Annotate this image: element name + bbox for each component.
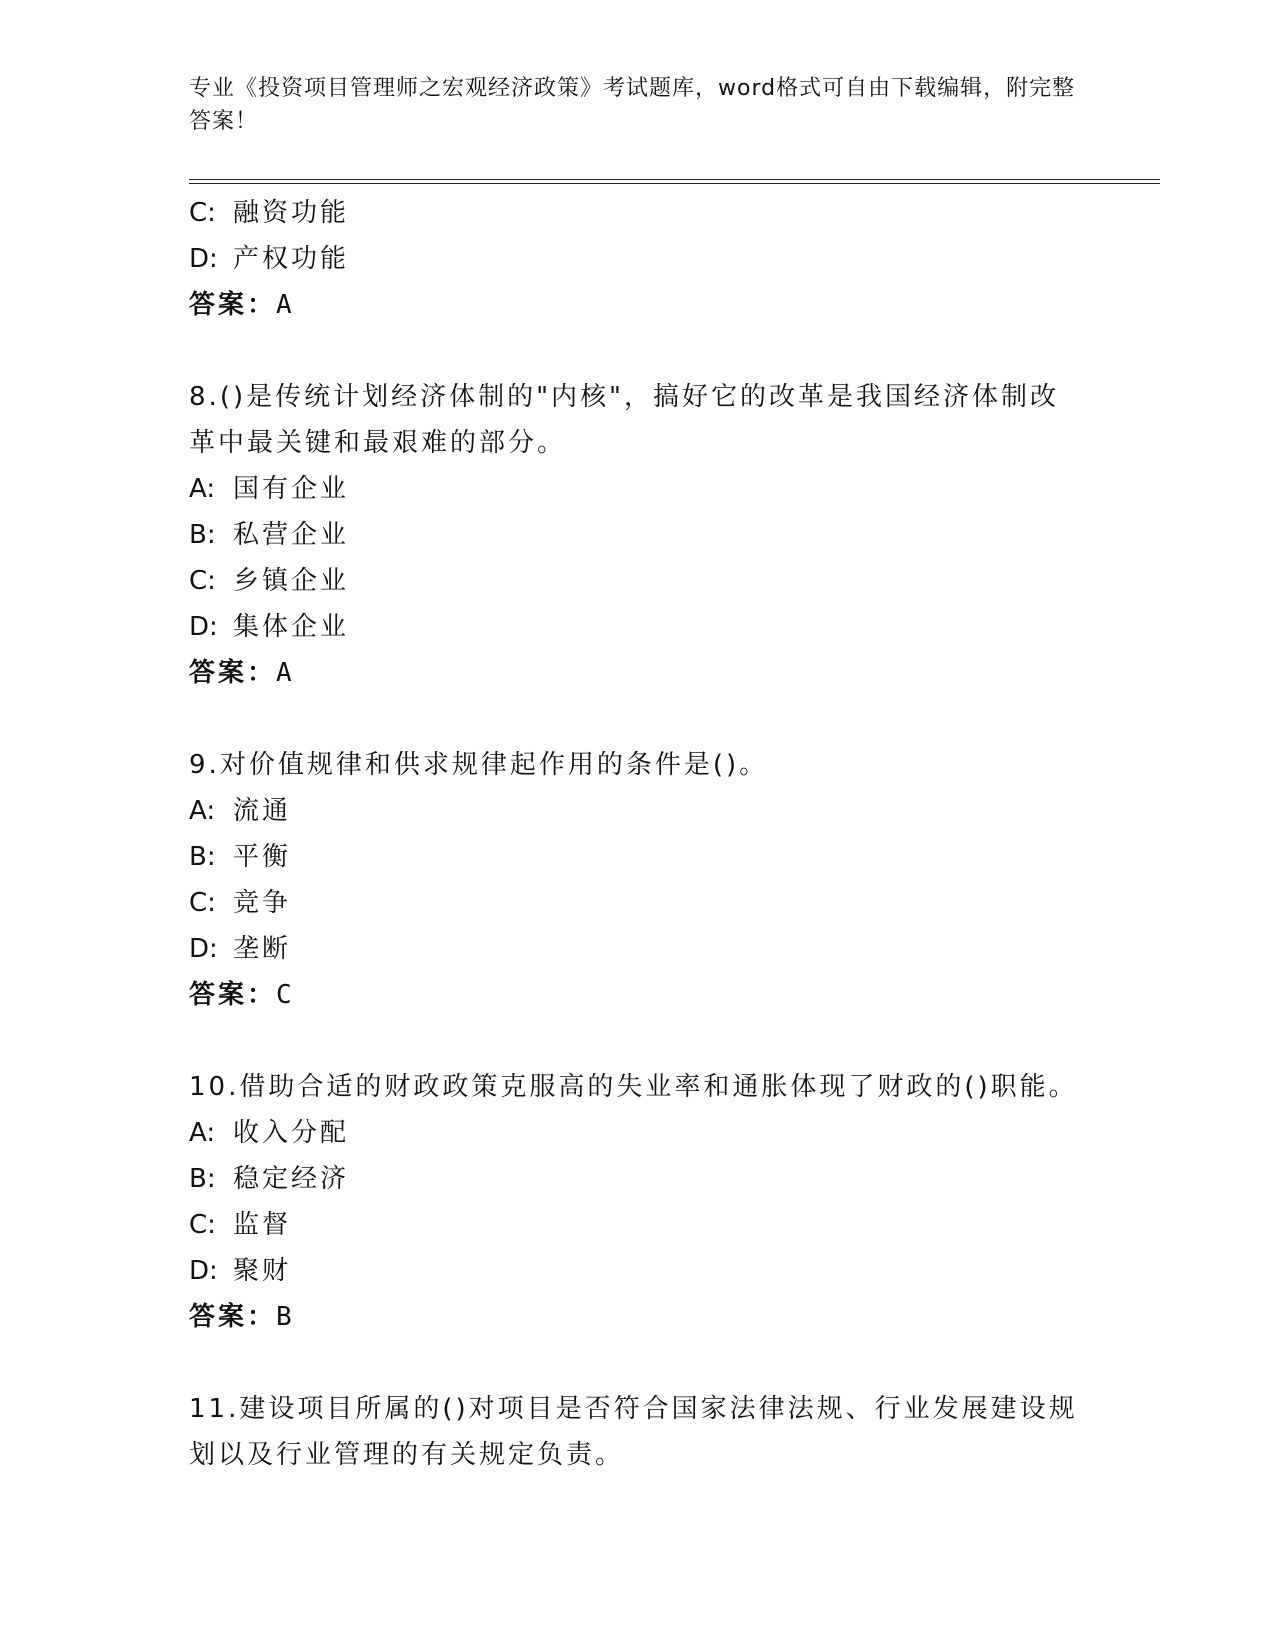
spacer	[189, 328, 1089, 374]
option-c	[189, 190, 1089, 236]
option-a	[189, 1110, 1089, 1156]
option-text: 监督	[233, 1210, 292, 1240]
question-11	[189, 1386, 1089, 1478]
option-text: 流通	[233, 796, 292, 826]
option-d	[189, 604, 1089, 650]
option-a	[189, 788, 1089, 834]
question-9	[189, 742, 1089, 1018]
spacer	[189, 1340, 1089, 1386]
answer-line	[189, 1294, 1089, 1340]
option-letter: A:	[189, 1118, 216, 1148]
answer-label: 答案：	[189, 1302, 277, 1332]
option-letter: D:	[189, 244, 218, 274]
option-d	[189, 1248, 1089, 1294]
question-stem-line	[189, 374, 1089, 420]
option-text: 垄断	[233, 934, 292, 964]
option-letter: D:	[189, 934, 218, 964]
answer-label: 答案：	[189, 980, 277, 1010]
question-10	[189, 1064, 1089, 1340]
option-letter: C:	[189, 198, 216, 228]
option-d	[189, 236, 1089, 282]
question-stem-line	[189, 420, 1089, 466]
question-7-continuation	[189, 190, 1089, 328]
question-stem-line	[189, 1386, 1089, 1432]
answer-label: 答案：	[189, 658, 277, 688]
option-letter: C:	[189, 566, 216, 596]
question-number: 11.	[189, 1394, 240, 1424]
question-text: 建设项目所属的()对项目是否符合国家法律法规、行业发展建设规	[239, 1394, 1078, 1424]
answer-value: B	[276, 1302, 295, 1332]
option-letter: D:	[189, 1256, 218, 1286]
option-letter: A:	[189, 474, 216, 504]
spacer	[189, 696, 1089, 742]
option-letter: D:	[189, 612, 218, 642]
question-stem-line	[189, 1064, 1089, 1110]
answer-value: A	[276, 658, 295, 688]
option-c	[189, 880, 1089, 926]
answer-value: C	[276, 980, 295, 1010]
question-text: 对价值规律和供求规律起作用的条件是()。	[219, 750, 769, 780]
option-letter: B:	[189, 1164, 216, 1194]
question-stem-line	[189, 1432, 1089, 1478]
option-b	[189, 1156, 1089, 1202]
question-number: 8.	[189, 382, 220, 412]
answer-line	[189, 282, 1089, 328]
spacer	[189, 1018, 1089, 1064]
answer-label: 答案：	[189, 290, 277, 320]
question-number: 10.	[189, 1072, 240, 1102]
option-b	[189, 834, 1089, 880]
question-text: ()是传统计划经济体制的"内核"，搞好它的改革是我国经济体制改	[219, 382, 1060, 412]
option-text: 私营企业	[233, 520, 350, 550]
option-text: 集体企业	[233, 612, 350, 642]
option-a	[189, 466, 1089, 512]
option-text: 稳定经济	[233, 1164, 350, 1194]
option-c	[189, 558, 1089, 604]
option-text: 产权功能	[233, 244, 350, 274]
document-body	[189, 190, 1089, 1478]
header-double-rule	[189, 179, 1160, 184]
question-text: 划以及行业管理的有关规定负责。	[189, 1440, 625, 1470]
document-header: 专业《投资项目管理师之宏观经济政策》考试题库，word格式可自由下载编辑，附完整答案！	[189, 76, 1076, 134]
option-letter: A:	[189, 796, 216, 826]
option-d	[189, 926, 1089, 972]
option-text: 聚财	[233, 1256, 292, 1286]
option-text: 平衡	[233, 842, 292, 872]
answer-value: A	[276, 290, 295, 320]
option-text: 乡镇企业	[233, 566, 350, 596]
question-text: 革中最关键和最艰难的部分。	[189, 428, 567, 458]
question-number: 9.	[189, 750, 220, 780]
answer-line	[189, 972, 1089, 1018]
question-text: 借助合适的财政政策克服高的失业率和通胀体现了财政的()职能。	[239, 1072, 1078, 1102]
option-letter: B:	[189, 842, 216, 872]
option-text: 竞争	[233, 888, 292, 918]
option-letter: B:	[189, 520, 216, 550]
option-text: 收入分配	[233, 1118, 350, 1148]
option-text: 国有企业	[233, 474, 350, 504]
option-letter: C:	[189, 1210, 216, 1240]
option-letter: C:	[189, 888, 216, 918]
option-b	[189, 512, 1089, 558]
question-8	[189, 374, 1089, 696]
option-c	[189, 1202, 1089, 1248]
answer-line	[189, 650, 1089, 696]
option-text: 融资功能	[233, 198, 350, 228]
question-stem-line	[189, 742, 1089, 788]
